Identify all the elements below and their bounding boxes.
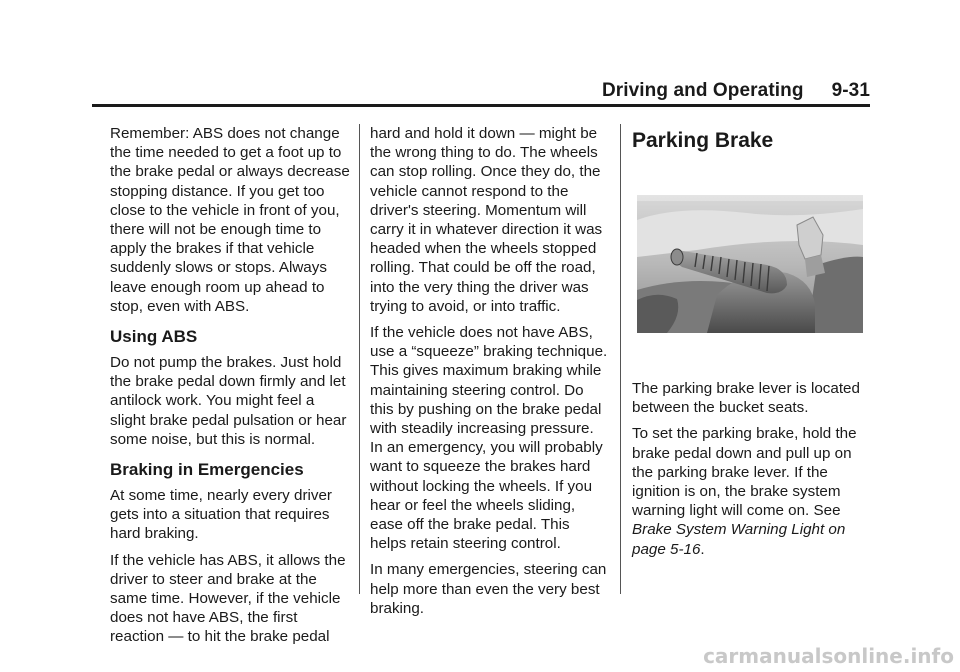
- paragraph-lever-location: The parking brake lever is located between the bucket seats.: [632, 380, 860, 417]
- running-header: [602, 80, 870, 102]
- set-brake-text: To set the parking brake, hold the brake pedal down and pull up on the parking brake lever. If the ignition is on, the brake system warning light will come on. See: [632, 425, 857, 520]
- watermark: carmanualsonline.info: [703, 644, 954, 668]
- paragraph-abs-steer: If the vehicle has ABS, it allows the driver to steer and brake at the same time. However, if the vehicle does not have ABS, the first reaction — to hit the brake pedal: [110, 551, 346, 646]
- paragraph-steering-help: In many emergencies, steering can help more than even the very best braking.: [370, 561, 607, 617]
- column-2: [370, 124, 610, 625]
- heading-using-abs: Using ABS: [110, 327, 198, 347]
- cross-reference-link[interactable]: Brake System Warning Light on page 5-16: [632, 521, 846, 558]
- paragraph-set-brake: [632, 424, 872, 558]
- column-divider: [359, 124, 360, 594]
- paragraph-using-abs: Do not pump the brakes. Just hold the brake pedal down firmly and let antilock work. You might feel a slight brake pedal pulsation or hear some noise, but this is normal.: [110, 354, 347, 448]
- set-brake-end: .: [700, 540, 705, 558]
- paragraph-wheels-stop: hard and hold it down — might be the wrong thing to do. The wheels can stop rolling. Once they do, the vehicle cannot respond to the driver's steering. Momentum will carry it in whatever direction it was headed when the wheels stopped rolling. That could be off the road, into the very thing the driver was trying to avoid, or into traffic.: [370, 125, 603, 315]
- page-number: 9-31: [831, 80, 870, 101]
- paragraph-abs-reminder: Remember: ABS does not change the time needed to get a foot up to the brake pedal or always decrease stopping distance. If you get too close to the vehicle in front of you, there will not be enough time to apply the brakes if that vehicle suddenly slows or stops. Always leave enough room up ahead to stop, even with ABS.: [110, 125, 350, 315]
- paragraph-squeeze-braking: If the vehicle does not have ABS, use a “squeeze” braking technique. This gives maximum braking while maintaining steering control. Do this by pushing on the brake pedal with steadily increasing pressure. In an emergency, you will probably want to squeeze the brakes hard without locking the wheels. If you hear or feel the wheels sliding, ease off the brake pedal. This helps retain steering control.: [370, 324, 608, 553]
- heading-braking-emergencies: Braking in Emergencies: [110, 460, 304, 480]
- section-title: Driving and Operating: [601, 80, 804, 101]
- header-rule: [92, 104, 870, 107]
- heading-parking-brake: Parking Brake: [632, 129, 774, 152]
- column-3: [632, 124, 872, 566]
- column-divider: [620, 124, 621, 594]
- parking-brake-lever-drawing: [637, 195, 863, 333]
- column-1: [110, 124, 350, 654]
- parking-brake-lever-illustration: [637, 195, 863, 333]
- paragraph-hard-braking: At some time, nearly every driver gets into a situation that requires hard braking.: [110, 487, 332, 543]
